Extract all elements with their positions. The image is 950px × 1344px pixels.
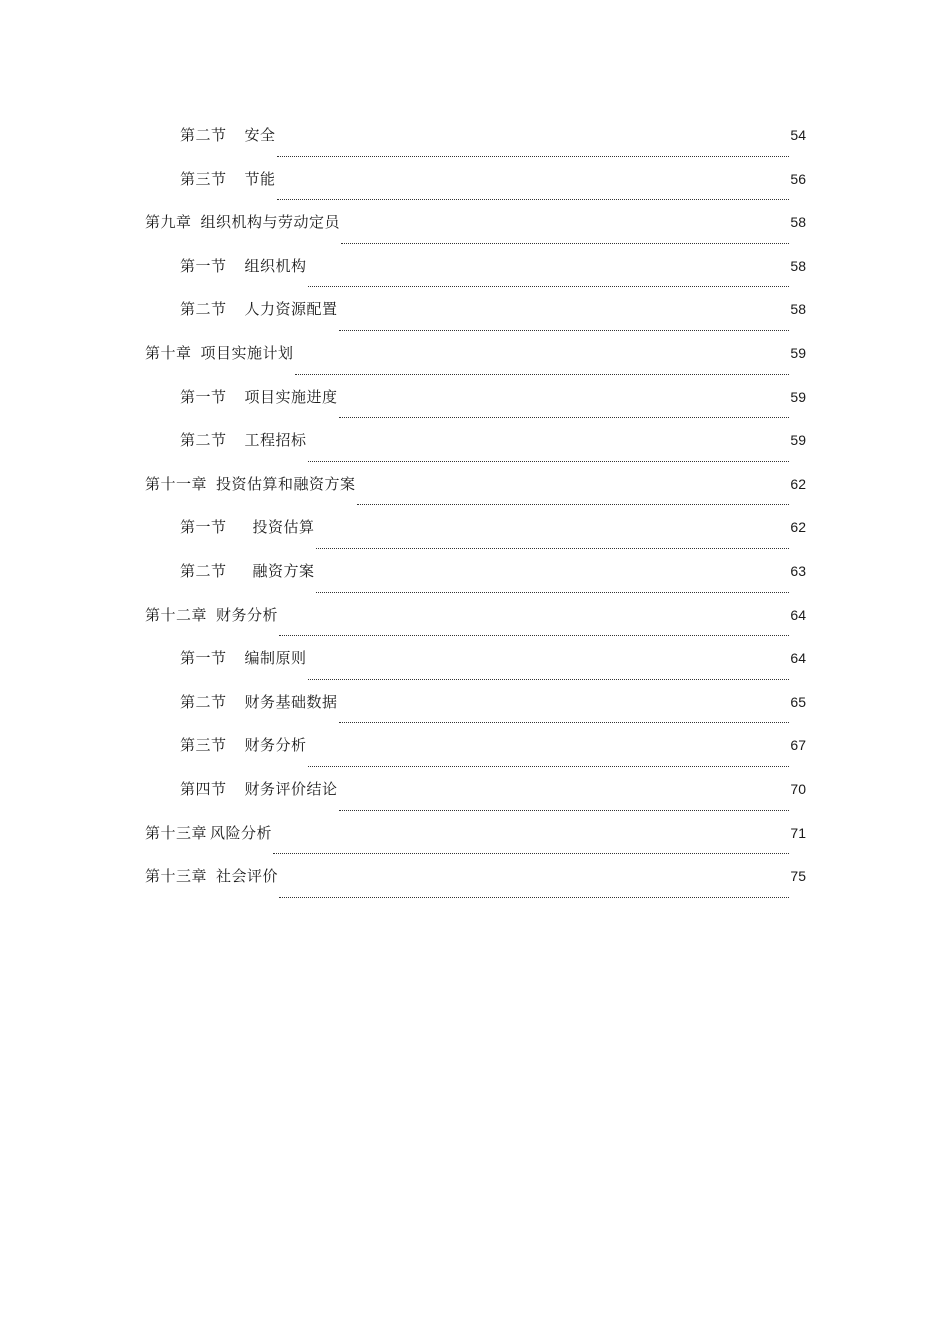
toc-entry[interactable] bbox=[145, 820, 806, 864]
toc-entry-label: 第二节 bbox=[180, 692, 227, 711]
toc-entry[interactable] bbox=[145, 602, 806, 646]
dot-leader bbox=[316, 547, 790, 549]
toc-entry[interactable] bbox=[145, 166, 806, 210]
toc-entry[interactable] bbox=[145, 122, 806, 166]
dot-leader bbox=[277, 155, 790, 157]
dot-leader bbox=[308, 765, 790, 767]
toc-entry[interactable] bbox=[145, 471, 806, 515]
toc-entry-page: 62 bbox=[790, 519, 806, 536]
toc-entry[interactable] bbox=[145, 384, 806, 428]
dot-leader bbox=[279, 896, 789, 898]
toc-entry-title: 人力资源配置 bbox=[244, 300, 338, 319]
dot-leader bbox=[339, 416, 790, 418]
toc-entry-page: 75 bbox=[790, 868, 806, 885]
toc-entry-label: 第三节 bbox=[180, 736, 227, 755]
toc-entry-label: 第二节 bbox=[180, 561, 227, 580]
toc-entry-title: 组织机构与劳动定员 bbox=[200, 213, 341, 232]
table-of-contents bbox=[145, 122, 806, 907]
dot-leader bbox=[273, 852, 789, 854]
toc-entry-title: 编制原则 bbox=[244, 649, 307, 668]
toc-entry[interactable] bbox=[145, 732, 806, 776]
dot-leader bbox=[308, 678, 790, 680]
dot-leader bbox=[279, 634, 789, 636]
toc-entry[interactable] bbox=[145, 863, 806, 907]
toc-entry-title: 融资方案 bbox=[252, 561, 315, 580]
dot-leader bbox=[339, 809, 790, 811]
toc-entry-label: 第十二章 bbox=[145, 605, 208, 624]
toc-entry-page: 58 bbox=[790, 257, 806, 274]
toc-entry[interactable] bbox=[145, 558, 806, 602]
dot-leader bbox=[277, 198, 790, 200]
toc-entry-label: 第十三章 bbox=[145, 867, 208, 886]
toc-entry-title: 节能 bbox=[244, 169, 276, 188]
toc-entry-title: 项目实施进度 bbox=[244, 387, 338, 406]
toc-entry-title: 风险分析 bbox=[210, 823, 273, 842]
toc-entry-page: 62 bbox=[790, 475, 806, 492]
toc-entry[interactable] bbox=[145, 340, 806, 384]
dot-leader bbox=[308, 285, 790, 287]
toc-entry-page: 65 bbox=[790, 693, 806, 710]
toc-entry-label: 第三节 bbox=[180, 169, 227, 188]
dot-leader bbox=[316, 591, 790, 593]
toc-entry[interactable] bbox=[145, 645, 806, 689]
toc-entry-label: 第二节 bbox=[180, 431, 227, 450]
toc-entry-title: 财务分析 bbox=[216, 605, 279, 624]
toc-entry-page: 67 bbox=[790, 737, 806, 754]
toc-entry[interactable] bbox=[145, 689, 806, 733]
toc-entry-page: 59 bbox=[790, 388, 806, 405]
dot-leader bbox=[295, 373, 790, 375]
toc-entry-title: 财务分析 bbox=[244, 736, 307, 755]
toc-entry-label: 第二节 bbox=[180, 126, 227, 144]
toc-entry-title: 项目实施计划 bbox=[200, 343, 294, 362]
toc-entry[interactable] bbox=[145, 253, 806, 297]
toc-entry-label: 第九章 bbox=[145, 213, 192, 232]
toc-entry-page: 56 bbox=[790, 170, 806, 187]
toc-entry[interactable] bbox=[145, 776, 806, 820]
toc-entry[interactable] bbox=[145, 427, 806, 471]
dot-leader bbox=[339, 329, 790, 331]
toc-entry-label: 第十三章 bbox=[145, 823, 208, 842]
toc-entry-page: 70 bbox=[790, 780, 806, 797]
toc-entry-title: 工程招标 bbox=[244, 431, 307, 450]
toc-entry-label: 第一节 bbox=[180, 649, 227, 668]
toc-entry-page: 64 bbox=[790, 606, 806, 623]
toc-entry-page: 59 bbox=[790, 432, 806, 449]
toc-entry-label: 第十一章 bbox=[145, 474, 208, 493]
toc-entry[interactable] bbox=[145, 514, 806, 558]
dot-leader bbox=[339, 721, 790, 723]
toc-entry-title: 财务基础数据 bbox=[244, 692, 338, 711]
toc-entry-page: 71 bbox=[790, 824, 806, 841]
toc-entry-title: 投资估算 bbox=[252, 518, 315, 537]
toc-entry-title: 安全 bbox=[244, 126, 276, 144]
toc-entry-label: 第四节 bbox=[180, 779, 227, 798]
toc-entry-label: 第一节 bbox=[180, 256, 227, 275]
toc-entry[interactable] bbox=[145, 296, 806, 340]
toc-entry-page: 58 bbox=[790, 214, 806, 231]
toc-entry-title: 组织机构 bbox=[244, 256, 307, 275]
toc-entry-label: 第一节 bbox=[180, 387, 227, 406]
toc-entry[interactable] bbox=[145, 209, 806, 253]
toc-entry-page: 54 bbox=[790, 127, 806, 143]
toc-entry-label: 第一节 bbox=[180, 518, 227, 537]
dot-leader bbox=[308, 460, 790, 462]
toc-entry-title: 财务评价结论 bbox=[244, 779, 338, 798]
toc-entry-page: 64 bbox=[790, 650, 806, 667]
toc-entry-title: 投资估算和融资方案 bbox=[216, 474, 356, 493]
toc-entry-page: 59 bbox=[790, 344, 806, 361]
toc-entry-title: 社会评价 bbox=[216, 867, 279, 886]
toc-entry-page: 58 bbox=[790, 301, 806, 318]
dot-leader bbox=[357, 503, 790, 505]
dot-leader bbox=[341, 242, 789, 244]
toc-entry-label: 第二节 bbox=[180, 300, 227, 319]
toc-entry-label: 第十章 bbox=[145, 343, 192, 362]
toc-entry-page: 63 bbox=[790, 562, 806, 579]
